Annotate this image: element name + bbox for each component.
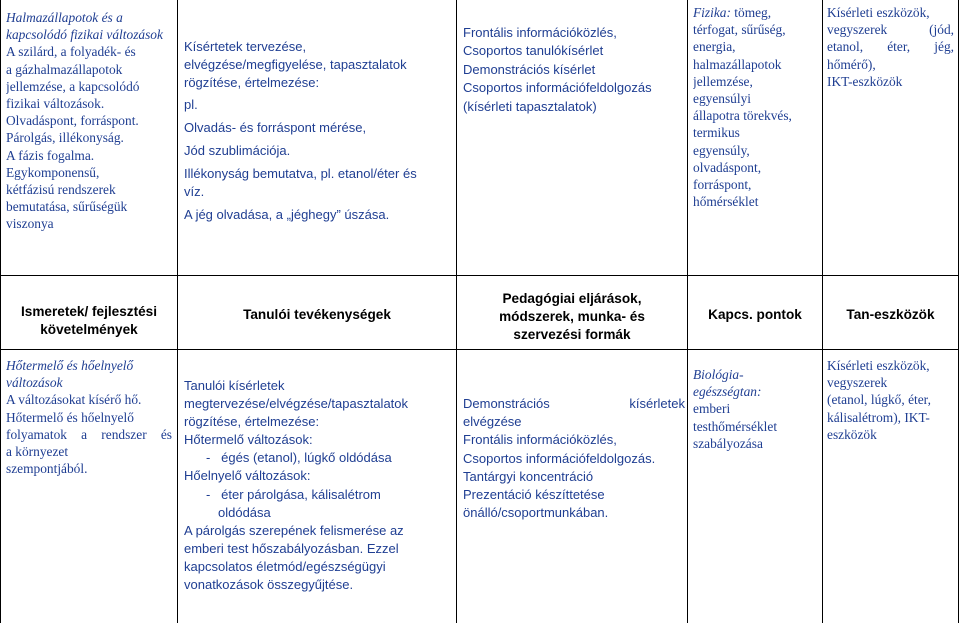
row1-tool-line: vegyszerek (jód,	[827, 22, 954, 38]
header-requirements-line: követelmények	[40, 322, 138, 337]
row2-activity-line: megtervezése/elvégzése/tapasztalatok	[184, 396, 409, 412]
row1-activity-line: A jég olvadása, a „jéghegy” úszása.	[184, 207, 390, 222]
row2-activity-line: A párolgás szerepének felismerése az	[184, 522, 404, 538]
header-tools-line: Tan-eszközök	[846, 307, 935, 322]
header-activities	[178, 306, 456, 324]
row1-activity-line: Jód szublimációja.	[184, 143, 291, 158]
row2-activity-line: kapcsolatos életmód/egészségügyi	[184, 558, 386, 574]
row2-connection-line: testhőmérséklet	[693, 418, 778, 434]
row2-methods-cell	[463, 395, 685, 522]
row1-req-line: Olvadáspont, forráspont.	[6, 113, 139, 129]
row1-connection-line: termikus	[693, 125, 740, 141]
row1-req-line: bemutatása, sűrűségük	[6, 199, 128, 215]
row2-method-line: Tantárgyi koncentráció	[463, 468, 594, 484]
row2-method-line: Csoportos információfeldolgozás.	[463, 450, 656, 466]
row1-connection-line: jellemzése,	[693, 73, 753, 89]
header-tools	[823, 306, 958, 324]
row1-connection-line: hőmérséklet	[693, 194, 759, 210]
row1-req-line: jellemzése, a kapcsolódó	[6, 78, 140, 94]
row2-connection-line: emberi	[693, 401, 731, 417]
row1-connections-cell	[693, 4, 819, 210]
row2-connections-cell	[693, 366, 819, 452]
row2-tool-line: vegyszerek	[827, 375, 888, 391]
row2-activity-line: vonatkozások összegyűjtése.	[184, 577, 354, 593]
row1-connection-subject: Fizika:	[693, 5, 731, 20]
row2-connection-subject: egészségtan:	[693, 384, 762, 400]
row2-method-line: önálló/csoportmunkában.	[463, 505, 609, 521]
header-requirements	[1, 303, 177, 339]
row1-req-line: A szilárd, a folyadék- és	[6, 44, 136, 60]
row2-method-line: elvégzése	[463, 414, 522, 430]
row1-activity-line: Kísértetek tervezése,	[184, 39, 307, 54]
row2-method-line: Frontális információközlés,	[463, 432, 617, 448]
row2-req-line: szempontjából.	[6, 461, 88, 477]
header-methods	[457, 290, 687, 344]
row2-activity-line: oldódása	[218, 504, 271, 520]
row1-method-line: (kísérleti tapasztalatok)	[463, 98, 597, 114]
row2-activity-bullet: - égés (etanol), lúgkő oldódása	[206, 450, 392, 466]
row1-connection-first-line	[693, 4, 819, 21]
row1-req-line: Egykomponensű,	[6, 164, 100, 180]
row1-connection-line: állapotra törekvés,	[693, 108, 792, 124]
row2-req-line: A változásokat kísérő hő.	[6, 392, 142, 408]
row2-tools-cell	[827, 357, 954, 443]
row1-req-line: A fázis fogalma.	[6, 147, 95, 163]
header-methods-line: módszerek, munka- és	[499, 309, 645, 324]
row2-req-line: Hőtermelő és hőelnyelő	[6, 409, 134, 425]
row1-connection-line: halmazállapotok	[693, 56, 782, 72]
row-divider-1	[0, 275, 959, 276]
row1-tools-cell	[827, 4, 954, 90]
row1-connection-line: egyensúly,	[693, 142, 750, 158]
row1-activity-line: víz.	[184, 184, 205, 199]
row1-req-line: a gázhalmazállapotok	[6, 61, 123, 77]
row2-activity-line: Tanulói kísérletek	[184, 378, 285, 393]
row2-tool-line: kálisalétrom), IKT-	[827, 409, 930, 425]
row1-connection-line: forráspont,	[693, 177, 752, 193]
row2-activity-line: emberi test hőszabályozásban. Ezzel	[184, 540, 399, 556]
row1-activity-line: rögzítése, értelmezése:	[184, 75, 320, 90]
row1-req-line: kétfázisú rendszerek	[6, 182, 116, 198]
row1-tool-line: IKT-eszközök	[827, 73, 903, 89]
row1-topic-heading: Halmazállapotok és a kapcsolódó fizikai változások	[6, 10, 163, 43]
header-activities-line: Tanulói tevékenységek	[243, 307, 391, 322]
table-border-right	[958, 0, 959, 623]
row1-activities-cell	[184, 38, 452, 224]
row1-req-line: Párolgás, illékonyság.	[6, 130, 124, 146]
row1-method-line: Frontális információközlés,	[463, 25, 617, 40]
row2-activity-line: Hőelnyelő változások:	[184, 468, 311, 484]
row1-activity-line: elvégzése/megfigyelése, tapasztalatok	[184, 57, 407, 72]
row1-activity-line: Olvadás- és forráspont mérése,	[184, 120, 367, 135]
row1-connection-line: olvadáspont,	[693, 159, 762, 175]
row2-method-line: Prezentáció készíttetése	[463, 487, 605, 503]
row2-topic-heading: Hőtermelő és hőelnyelő	[6, 358, 134, 373]
row1-methods-cell	[463, 24, 687, 116]
row2-activity-line: Hőtermelő változások:	[184, 432, 313, 448]
row2-connection-line: szabályozása	[693, 435, 763, 451]
row1-activity-line: pl.	[184, 97, 198, 112]
row1-activity-line: Illékonyság bemutatva, pl. etanol/éter és	[184, 166, 417, 181]
header-connections-line: Kapcs. pontok	[708, 307, 802, 322]
row1-requirements-cell	[6, 9, 172, 233]
row-divider-2	[0, 349, 959, 350]
row1-req-line: fizikai változások.	[6, 96, 105, 112]
row1-tool-line: etanol, éter, jég,	[827, 39, 954, 55]
row1-connection-line: energia,	[693, 39, 736, 55]
row2-topic-heading: változások	[6, 375, 63, 391]
header-connections	[688, 306, 822, 324]
row2-activity-line: rögzítése, értelmezése:	[184, 414, 320, 430]
row1-method-line: Csoportos tanulókísérlet	[463, 43, 604, 59]
row2-activity-bullet: - éter párolgása, kálisalétrom	[206, 486, 381, 502]
header-methods-line: szervezési formák	[513, 327, 631, 342]
row2-requirements-cell	[6, 357, 172, 477]
row2-connection-subject: Biológia-	[693, 367, 744, 382]
row1-method-line: Csoportos információfeldolgozás	[463, 80, 652, 96]
row1-method-line: Demonstrációs kísérlet	[463, 61, 596, 77]
row2-activities-cell	[184, 377, 452, 594]
row2-req-line: a környezet	[6, 444, 69, 460]
row2-method-line: Demonstrációs kísérletek	[463, 396, 685, 411]
row1-tool-line: Kísérleti eszközök,	[827, 5, 930, 20]
row1-connection-line: térfogat, sűrűség,	[693, 22, 786, 38]
row1-req-line: viszonya	[6, 216, 54, 232]
header-requirements-line: Ismeretek/ fejlesztési	[20, 304, 158, 319]
row2-tool-line: Kísérleti eszközök,	[827, 358, 930, 373]
row2-tool-line: (etanol, lúgkő, éter,	[827, 392, 931, 408]
row1-tool-line: hőmérő),	[827, 56, 876, 72]
row2-tool-line: eszközök	[827, 426, 877, 442]
header-methods-line: Pedagógiai eljárások,	[502, 291, 642, 306]
row1-connection-line: egyensúlyi	[693, 91, 752, 107]
row1-connection-first-rest: tömeg,	[730, 5, 772, 20]
row2-req-line: folyamatok a rendszer és	[6, 426, 172, 442]
